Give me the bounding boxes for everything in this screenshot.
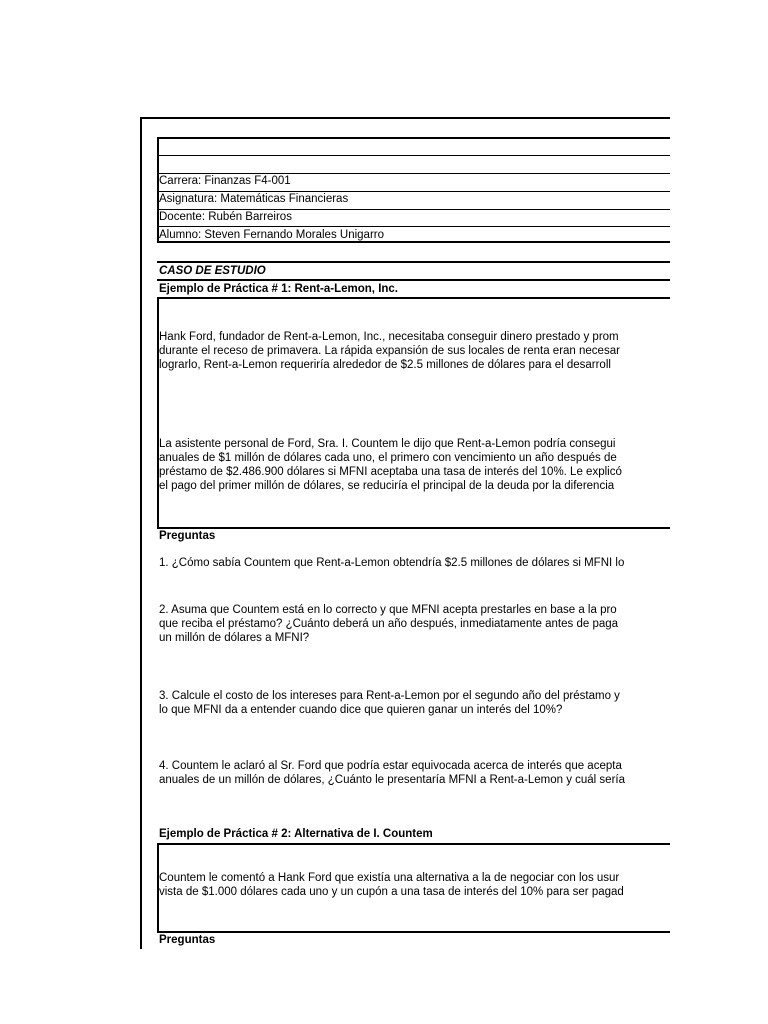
question-4-line: anuales de un millón de dólares, ¿Cuánto le presentaría MFNI a Rent-a-Lemon y cuál sería — [159, 774, 625, 786]
question-4-line: 4. Countem le aclaró al Sr. Ford que podría estar equivocada acerca de interés que acepta — [159, 760, 622, 772]
carrera-label: Carrera: Finanzas F4-001 — [159, 175, 291, 187]
spreadsheet-page — [140, 117, 670, 949]
case-title-top-border — [157, 261, 670, 263]
question-2-line: un millón de dólares a MFNI? — [159, 632, 310, 644]
case-study-title: CASO DE ESTUDIO — [159, 265, 266, 277]
question-2-line: que reciba el préstamo? ¿Cuánto deberá un año después, inmediatamente antes de paga — [159, 618, 619, 630]
header-row-divider — [157, 226, 670, 227]
asignatura-label: Asignatura: Matemáticas Financieras — [159, 193, 349, 205]
example-2-title: Ejemplo de Práctica # 2: Alternativa de I. Countem — [159, 828, 433, 840]
case-title-bottom-border — [157, 279, 670, 281]
paragraph-1-line: durante el receso de primavera. La rápida expansión de sus locales de renta eran necesar — [159, 345, 620, 357]
paragraph-2-line: préstamo de $2.486.900 dólares si MFNI aceptaba una tasa de interés del 10%. Le explicó — [159, 466, 622, 478]
question-3-line: lo que MFNI da a entender cuando dice que quieren ganar un interés del 10%? — [159, 704, 563, 716]
question-2-line: 2. Asuma que Countem está en lo correcto y que MFNI acepta prestarles en base a la pro — [159, 604, 617, 616]
questions-label: Preguntas — [159, 530, 216, 542]
paragraph-2-line: el pago del primer millón de dólares, se reduciría el principal de la deuda por la diferencia — [159, 480, 615, 492]
header-row-divider — [157, 155, 670, 156]
paragraph-3-line: vista de $1.000 dólares cada uno y un cupón a una tasa de interés del 10% para ser pagad — [159, 886, 624, 898]
paragraph-1-line: Hank Ford, fundador de Rent-a-Lemon, Inc., necesitaba conseguir dinero prestado y prom — [159, 331, 619, 343]
question-3-line: 3. Calcule el costo de los intereses para Rent-a-Lemon por el segundo año del préstamo y — [159, 690, 620, 702]
paragraph-3-line: Countem le comentó a Hank Ford que existía una alternativa a la de negociar con los usur — [159, 872, 620, 884]
questions-label-2: Preguntas — [159, 934, 216, 946]
paragraph-2-line: anuales de $1 millón de dólares cada uno, el primero con vencimiento un año después de — [159, 452, 617, 464]
paragraph-1-line: lograrlo, Rent-a-Lemon requeriría alrededor de $2.5 millones de dólares para el desarroll — [159, 359, 611, 371]
paragraph-2-line: La asistente personal de Ford, Sra. I. Countem le dijo que Rent-a-Lemon podría consegui — [159, 438, 616, 450]
example-1-title: Ejemplo de Práctica # 1: Rent-a-Lemon, Inc. — [159, 283, 399, 295]
alumno-label: Alumno: Steven Fernando Morales Unigarro — [159, 229, 385, 241]
docente-label: Docente: Rubén Barreiros — [159, 211, 292, 223]
question-1-line: 1. ¿Cómo sabía Countem que Rent-a-Lemon obtendría $2.5 millones de dólares si MFNI lo — [159, 557, 625, 569]
